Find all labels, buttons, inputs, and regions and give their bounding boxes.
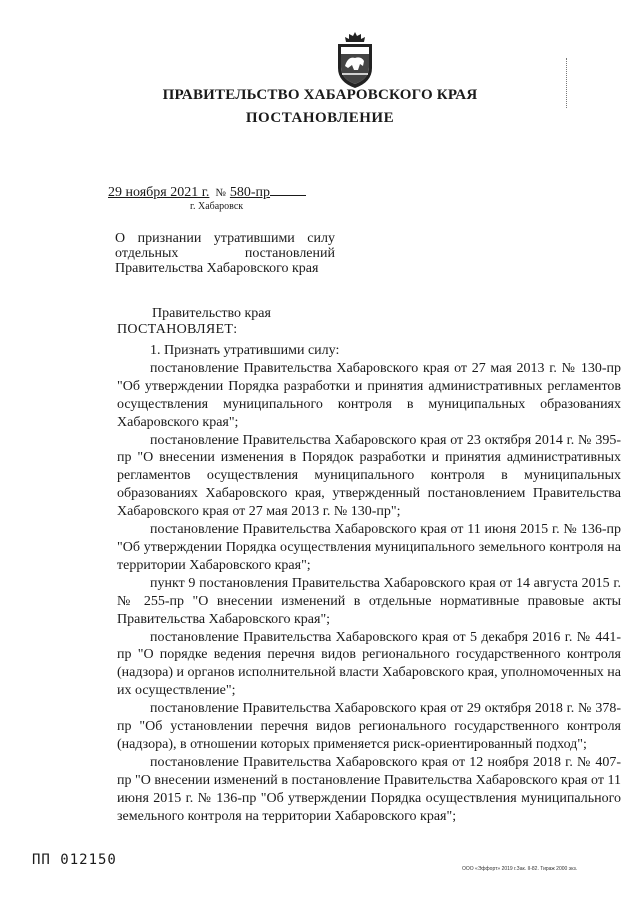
coat-of-arms-emblem [330, 30, 380, 90]
document-date: 29 ноября 2021 г. [108, 185, 210, 200]
title-line: Правительства Хабаровского края [115, 261, 319, 276]
preamble-verb: ПОСТАНОВЛЯЕТ: [117, 322, 238, 337]
document-body [117, 342, 621, 825]
printer-imprint: ООО «Эффорт» 2019 г.Зак. II-82. Тираж 2000 экз. [462, 866, 578, 872]
date-number-line [108, 183, 306, 201]
document-code: ПП 012150 [32, 852, 117, 868]
document-title [115, 231, 335, 276]
document-type-heading: ПОСТАНОВЛЕНИЕ [245, 110, 395, 126]
body-paragraph: постановление Правительства Хабаровского края от 27 мая 2013 г. № 130-пр "Об утверждении Порядка разработки и принятия административных регламентов осуществления муниципального контроля в муниципальных образованиях Хабаровского края"; [117, 360, 621, 430]
body-paragraph: постановление Правительства Хабаровского края от 23 октября 2014 г. № 395-пр "О внесении изменения в Порядок разработки и принятия административных регламентов осуществления муниципального контроля в муниципальных образованиях Хабаровского края, утвержденный постановлением Правительства Хабаровского края от 27 мая 2013 г. № 130-пр"; [117, 432, 621, 520]
preamble-subject: Правительство края [152, 306, 271, 321]
body-paragraph: постановление Правительства Хабаровского края от 5 декабря 2016 г. № 441-пр "О порядке ведения перечня видов регионального государственного контроля (надзора) и органов исполнительной власти Хабаровского края, уполномоченных на их осуществление"; [117, 629, 621, 699]
document-number: 580-пр [229, 185, 271, 200]
city-label: г. Хабаровск [190, 201, 244, 212]
title-line: О признании утратившими силу [115, 231, 335, 246]
number-sign: № [215, 187, 226, 199]
body-paragraph: постановление Правительства Хабаровского края от 11 июня 2015 г. № 136-пр "Об утверждении Порядка осуществления муниципального земельного контроля на территории Хабаровского края"; [117, 522, 621, 573]
body-paragraph: пункт 9 постановления Правительства Хабаровского края от 14 августа 2015 г. № 255-пр "О внесении изменений в отдельные нормативные правовые акты Правительства Хабаровского края"; [117, 575, 621, 627]
body-paragraph: постановление Правительства Хабаровского края от 12 ноября 2018 г. № 407-пр "О внесении изменений в постановление Правительства Хабаровского края от 11 июня 2015 г. № 136-пр "Об утверждении Порядка осуществления муниципального земельного контроля на территории Хабаровского края"; [117, 754, 621, 824]
body-paragraph: 1. Признать утратившими силу: [150, 343, 340, 358]
title-line: отдельных постановлений [115, 246, 335, 261]
number-underline [270, 183, 306, 196]
body-paragraph: постановление Правительства Хабаровского края от 29 октября 2018 г. № 378-пр "Об установлении перечня видов регионального государственного контроля (надзора), в отношении которых применяется риск-ориентированный подход"; [117, 701, 621, 752]
government-header: ПРАВИТЕЛЬСТВО ХАБАРОВСКОГО КРАЯ [162, 87, 478, 103]
